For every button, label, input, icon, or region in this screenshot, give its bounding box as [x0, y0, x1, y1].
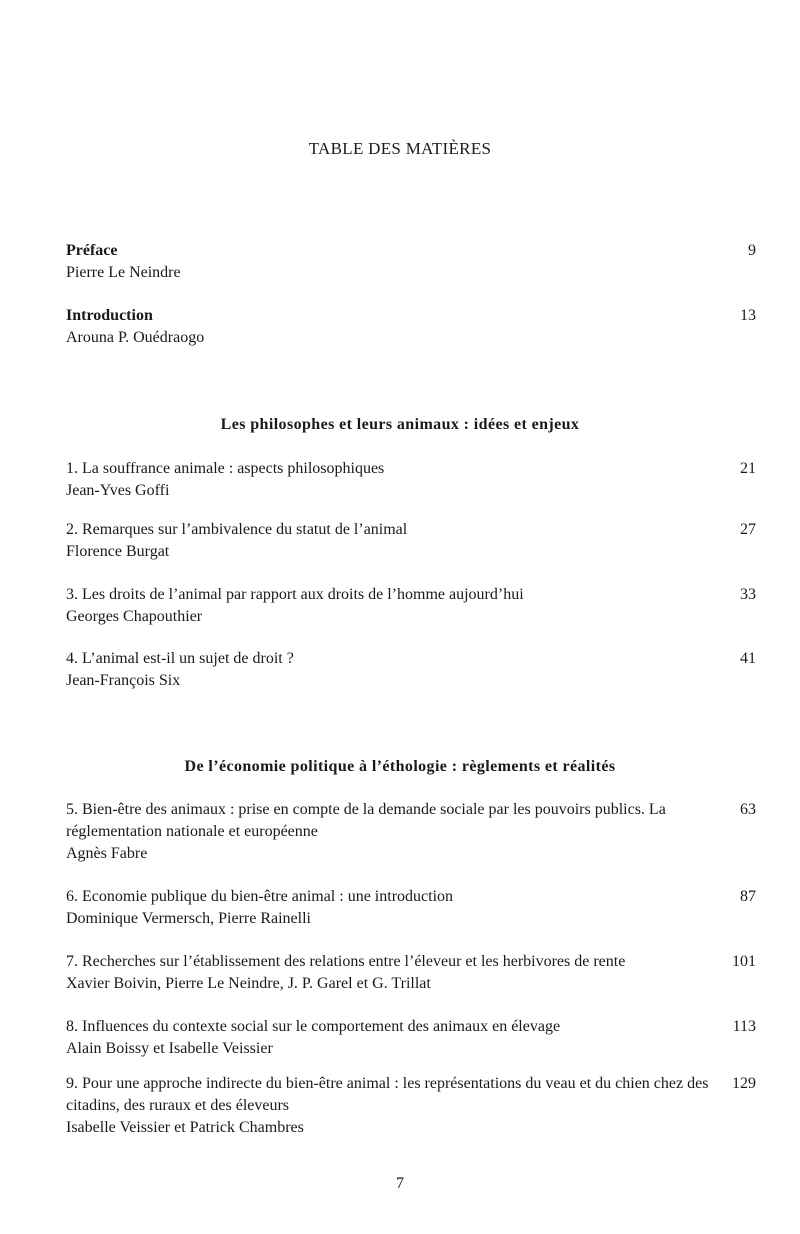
- entry-page-number: 21: [740, 460, 756, 477]
- entry-author: Pierre Le Neindre: [66, 264, 181, 281]
- entry-author: Dominique Vermersch, Pierre Rainelli: [66, 910, 311, 927]
- toc-entry-preface: [66, 240, 756, 284]
- toc-entry: [66, 584, 756, 628]
- toc-entry: [66, 886, 756, 930]
- entry-author: Alain Boissy et Isabelle Veissier: [66, 1040, 273, 1057]
- entry-page-number: 33: [740, 586, 756, 603]
- entry-title: 4. L’animal est-il un sujet de droit ?: [66, 650, 294, 667]
- entry-page-number: 41: [740, 650, 756, 667]
- section-heading: Les philosophes et leurs animaux : idées et enjeux: [220, 416, 580, 433]
- entry-page-number: 129: [732, 1075, 756, 1092]
- entry-author: Georges Chapouthier: [66, 608, 203, 625]
- entry-page-number: 9: [748, 242, 756, 259]
- toc-entry: [66, 1073, 756, 1139]
- entry-title: 8. Influences du contexte social sur le comportement des animaux en élevage: [66, 1018, 561, 1035]
- entry-author: Agnès Fabre: [66, 845, 148, 862]
- page-number: 7: [396, 1175, 404, 1192]
- entry-author: Jean-Yves Goffi: [66, 482, 170, 499]
- section-heading: De l’économie politique à l’éthologie : règlements et réalités: [184, 758, 616, 775]
- entry-title: 7. Recherches sur l’établissement des relations entre l’éleveur et les herbivores de rente: [66, 953, 626, 970]
- toc-entry: [66, 648, 756, 692]
- toc-entry: [66, 519, 756, 563]
- entry-page-number: 113: [732, 1018, 756, 1035]
- entry-page-number: 13: [740, 307, 756, 324]
- entry-title: Préface: [66, 242, 118, 259]
- page-title: TABLE DES MATIÈRES: [308, 139, 492, 158]
- entry-title: 1. La souffrance animale : aspects philosophiques: [66, 460, 385, 477]
- entry-title: 9. Pour une approche indirecte du bien-être animal : les représentations du veau et du chien chez des citadins, des ruraux et des éleveurs: [66, 1075, 709, 1114]
- toc-entry: [66, 951, 756, 995]
- entry-page-number: 101: [732, 953, 756, 970]
- entry-author: Isabelle Veissier et Patrick Chambres: [66, 1119, 304, 1136]
- entry-author: Xavier Boivin, Pierre Le Neindre, J. P. Garel et G. Trillat: [66, 975, 431, 992]
- entry-author: Florence Burgat: [66, 543, 170, 560]
- toc-entry: [66, 799, 756, 865]
- entry-page-number: 87: [740, 888, 756, 905]
- entry-title: 3. Les droits de l’animal par rapport aux droits de l’homme aujourd’hui: [66, 586, 524, 603]
- entry-title: 5. Bien-être des animaux : prise en compte de la demande sociale par les pouvoirs publics. La réglementation nationale et européenne: [66, 801, 666, 840]
- entry-title: Introduction: [66, 307, 153, 324]
- entry-page-number: 27: [740, 521, 756, 538]
- entry-title: 6. Economie publique du bien-être animal : une introduction: [66, 888, 454, 905]
- toc-entry-introduction: [66, 305, 756, 349]
- entry-title: 2. Remarques sur l’ambivalence du statut de l’animal: [66, 521, 408, 538]
- toc-entry: [66, 458, 756, 502]
- entry-author: Jean-François Six: [66, 672, 181, 689]
- entry-author: Arouna P. Ouédraogo: [66, 329, 205, 346]
- entry-page-number: 63: [740, 801, 756, 818]
- toc-entry: [66, 1016, 756, 1060]
